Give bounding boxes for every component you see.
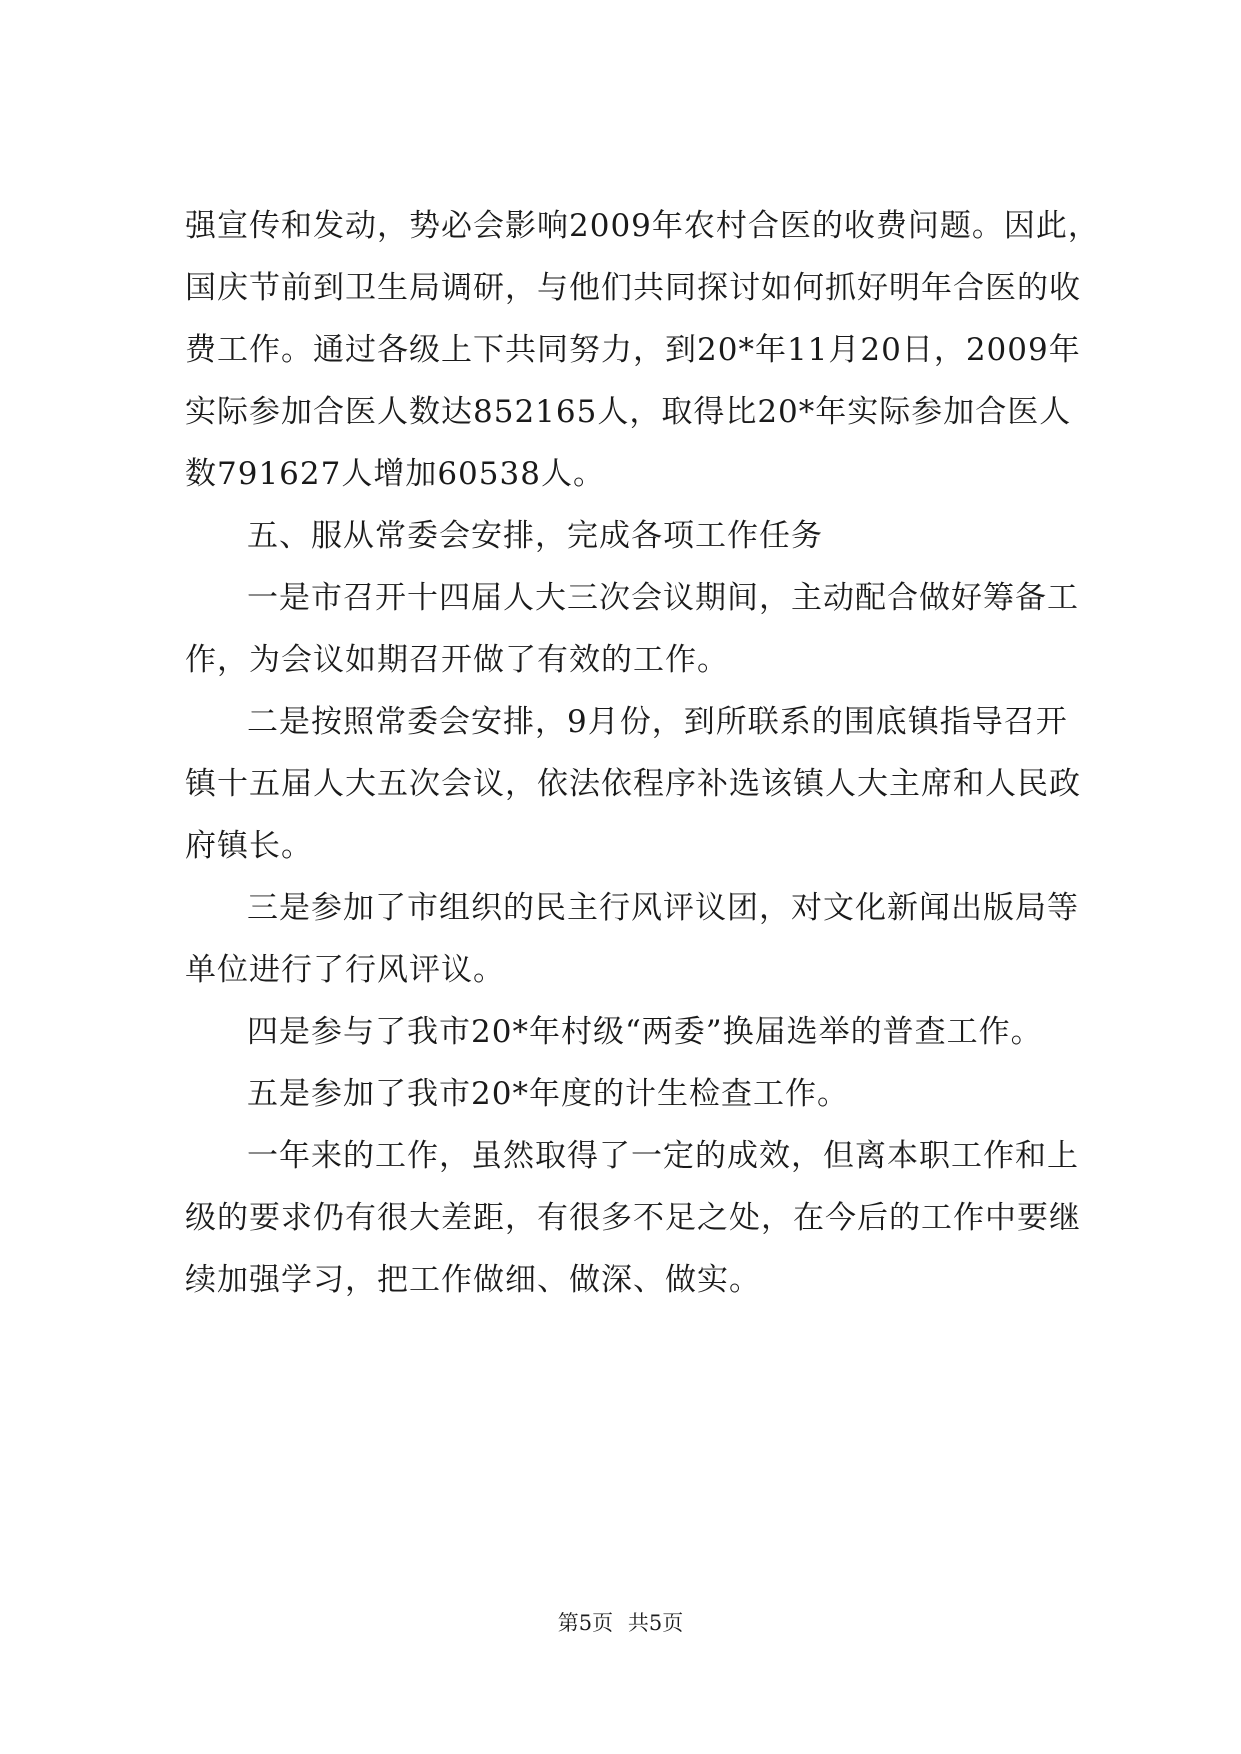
page-number: 第5页 [557,1611,614,1635]
text-line: 费工作。通过各级上下共同努力，到20*年11月20日，2009年 [185,332,1081,368]
text-line: 二是按照常委会安排，9月份，到所联系的围底镇指导召开 [247,704,1068,740]
text-line: 一年来的工作，虽然取得了一定的成效，但离本职工作和上 [247,1138,1079,1174]
text-line: 级的要求仍有很大差距，有很多不足之处，在今后的工作中要继 [185,1200,1081,1236]
text-line: 镇十五届人大五次会议，依法依程序补选该镇人大主席和人民政 [185,766,1081,802]
text-line: 实际参加合医人数达852165人，取得比20*年实际参加合医人 [185,394,1072,430]
page-total: 共5页 [627,1611,684,1635]
text-line: 一是市召开十四届人大三次会议期间，主动配合做好筹备工 [247,580,1079,616]
text-line: 五是参加了我市20*年度的计生检查工作。 [247,1076,849,1112]
page-footer [0,1608,1241,1638]
text-line: 强宣传和发动，势必会影响2009年农村合医的收费问题。因此， [185,208,1100,244]
text-line: 国庆节前到卫生局调研，与他们共同探讨如何抓好明年合医的收 [185,270,1081,306]
text-line: 三是参加了市组织的民主行风评议团，对文化新闻出版局等 [247,890,1079,926]
document-body [185,195,1100,1311]
text-line: 府镇长。 [185,828,313,864]
text-line: 数791627人增加60538人。 [185,456,605,492]
text-line: 四是参与了我市20*年村级“两委”换届选举的普查工作。 [247,1014,1043,1050]
text-line: 续加强学习，把工作做细、做深、做实。 [185,1262,761,1298]
text-line: 五、服从常委会安排，完成各项工作任务 [247,518,823,554]
text-line: 单位进行了行风评议。 [185,952,505,988]
text-line: 作，为会议如期召开做了有效的工作。 [185,642,729,678]
